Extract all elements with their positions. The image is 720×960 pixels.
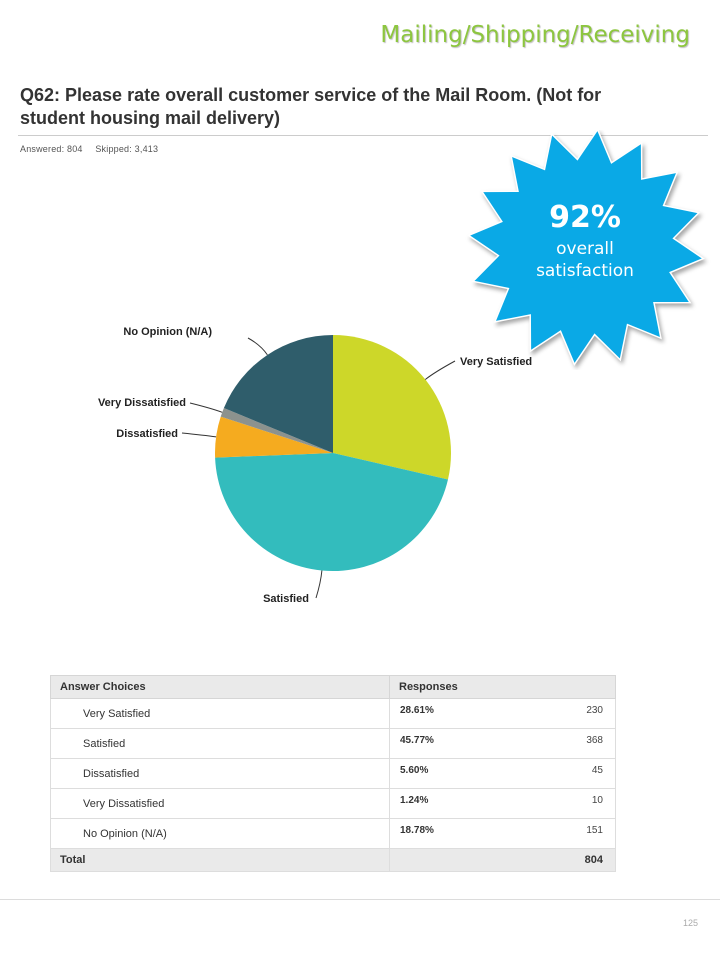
table-header-row [51,676,616,699]
choice-label: Dissatisfied [51,759,390,789]
choice-label: Very Satisfied [51,699,390,729]
response-percent: 5.60% [400,765,429,776]
response-stats [20,144,158,154]
pie-slice-label: Satisfied [263,593,309,605]
page-number: 125 [682,918,698,928]
badge-caption-line1: overall [556,239,614,259]
response-count: 230 [586,705,603,716]
skipped-count: Skipped: 3,413 [95,144,159,154]
badge-caption-line2: satisfaction [536,261,634,281]
choice-label: Very Dissatisfied [51,789,390,819]
response-percent: 18.78% [400,825,434,836]
footer-divider [0,899,720,900]
response-percent: 45.77% [400,735,434,746]
response-count: 45 [591,765,603,776]
pie-leader-line [425,361,455,380]
response-cell [390,819,616,849]
answered-count: Answered: 804 [20,144,83,154]
pie-leader-line [248,338,267,355]
pie-slice-label: Very Dissatisfied [97,397,186,409]
response-cell [390,759,616,789]
total-count: 804 [390,849,616,872]
pie-leader-line [316,571,322,599]
responses-table [50,675,616,872]
section-title: Mailing/Shipping/Receiving [380,22,690,48]
response-percent: 28.61% [400,705,434,716]
pie-chart [0,300,720,620]
response-cell [390,729,616,759]
pie-slice-label: No Opinion (N/A) [123,326,212,338]
satisfaction-badge [495,198,675,282]
choice-label: No Opinion (N/A) [51,819,390,849]
response-cell [390,699,616,729]
pie-leader-line [190,403,222,412]
pie-slice-label: Dissatisfied [116,428,178,440]
table-row [51,789,616,819]
response-count: 368 [586,735,603,746]
badge-percent: 92% [549,200,621,235]
response-count: 10 [591,795,603,806]
table-row [51,699,616,729]
pie-slice-label: Very Satisfied [460,356,533,368]
table-row [51,729,616,759]
pie-leader-line [182,433,216,437]
response-count: 151 [586,825,603,836]
responses-header: Responses [390,676,616,699]
choice-label: Satisfied [51,729,390,759]
answer-choices-header: Answer Choices [51,676,390,699]
response-cell [390,789,616,819]
question-text: Q62: Please rate overall customer service of the Mail Room. (Not for student housing mail delivery) [20,85,602,128]
table-row [51,759,616,789]
response-percent: 1.24% [400,795,429,806]
total-label: Total [51,849,390,872]
total-row [51,849,616,872]
table-row [51,819,616,849]
